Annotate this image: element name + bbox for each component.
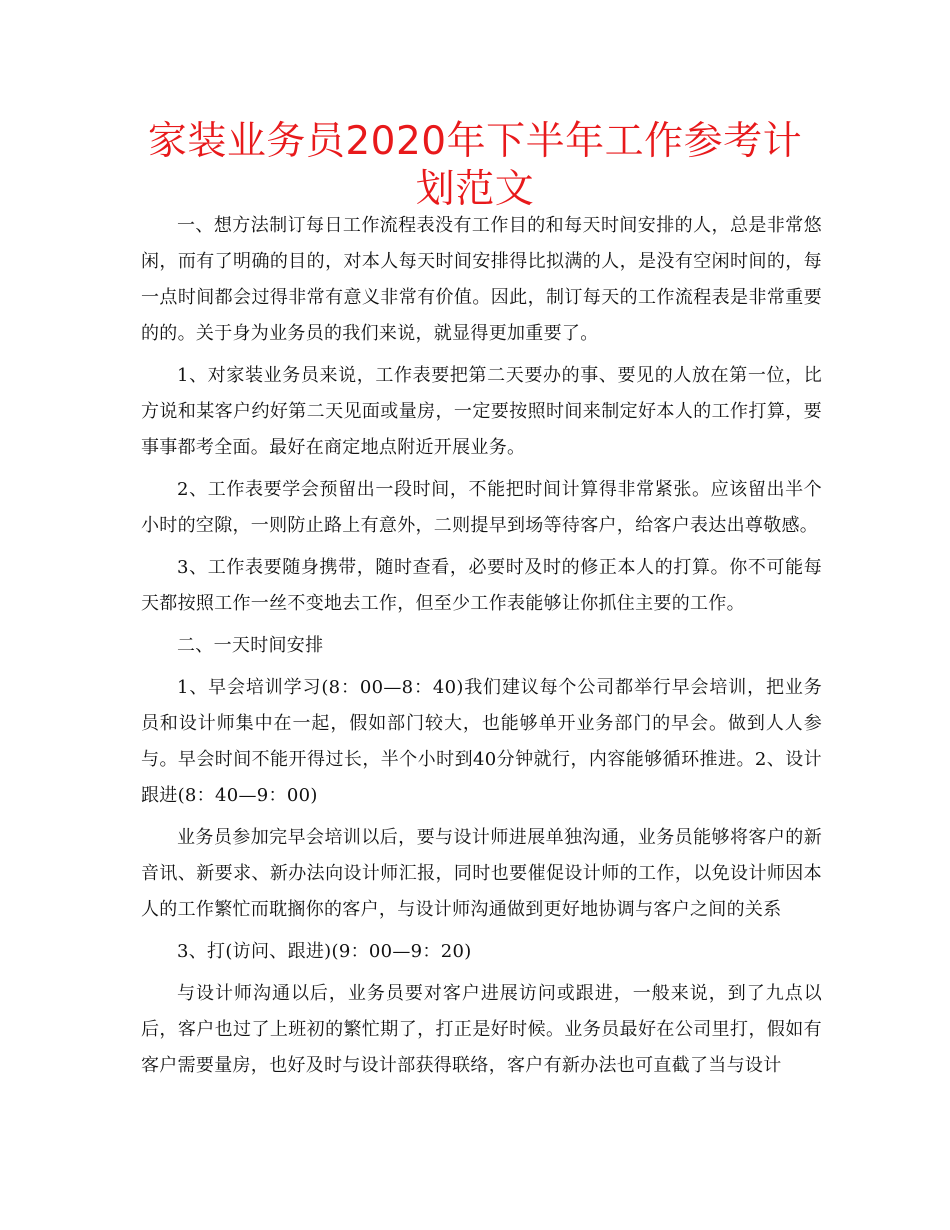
paragraph-4: 3、工作表要随身携带，随时查看，必要时及时的修正本人的打算。你不可能每天都按照工作一丝不变地去工作，但至少工作表能够让你抓住主要的工作。 [141,557,822,614]
paragraph-8: 与设计师沟通以后，业务员要对客户进展访问或跟进，一般来说，到了九点以后，客户也过了上班初的繁忙期了，打正是好时候。业务员最好在公司里打，假如有客户需要量房，也好及时与设计部获得联络，客户有新办法也可直截了当与设计 [141,983,822,1076]
paragraph-7: 3、打(访问、跟进)(9：00—9：20) [177,941,472,962]
document-title: 家装业务员2020年下半年工作参考计划范文 [147,119,803,212]
paragraph-5: 1、早会培训学习(8：00—8：40)我们建议每个公司都举行早会培训，把业务员和设计师集中在一起，假如部门较大，也能够单开业务部门的早会。做到人人参与。早会时间不能开得过长，半个小时到40分钟就行，内容能够循环推进。2、设计跟进(8：40—9：00) [141,677,822,806]
paragraph-6: 业务员参加完早会培训以后，要与设计师进展单独沟通，业务员能够将客户的新音讯、新要求、新办法向设计师汇报，同时也要催促设计师的工作，以免设计师因本人的工作繁忙而耽搁你的客户，与设计师沟通做到更好地协调与客户之间的关系 [141,827,822,920]
paragraph-2: 1、对家装业务员来说，工作表要把第二天要办的事、要见的人放在第一位，比方说和某客户约好第二天见面或量房，一定要按照时间来制定好本人的工作打算，要事事都考全面。最好在商定地点附近开展业务。 [141,365,822,458]
paragraph-1: 一、想方法制订每日工作流程表没有工作目的和每天时间安排的人，总是非常悠闲，而有了明确的目的，对本人每天时间安排得比拟满的人，是没有空闲时间的，每一点时间都会过得非常有意义非常有价值。因此，制订每天的工作流程表是非常重要的的。关于身为业务员的我们来说，就显得更加重要了。 [141,215,822,344]
document-body [141,208,822,1090]
paragraph-3: 2、工作表要学会预留出一段时间，不能把时间计算得非常紧张。应该留出半个小时的空隙，一则防止路上有意外，二则提早到场等待客户，给客户表达出尊敬感。 [141,479,822,536]
section-heading-time: 二、一天时间安排 [177,635,324,656]
